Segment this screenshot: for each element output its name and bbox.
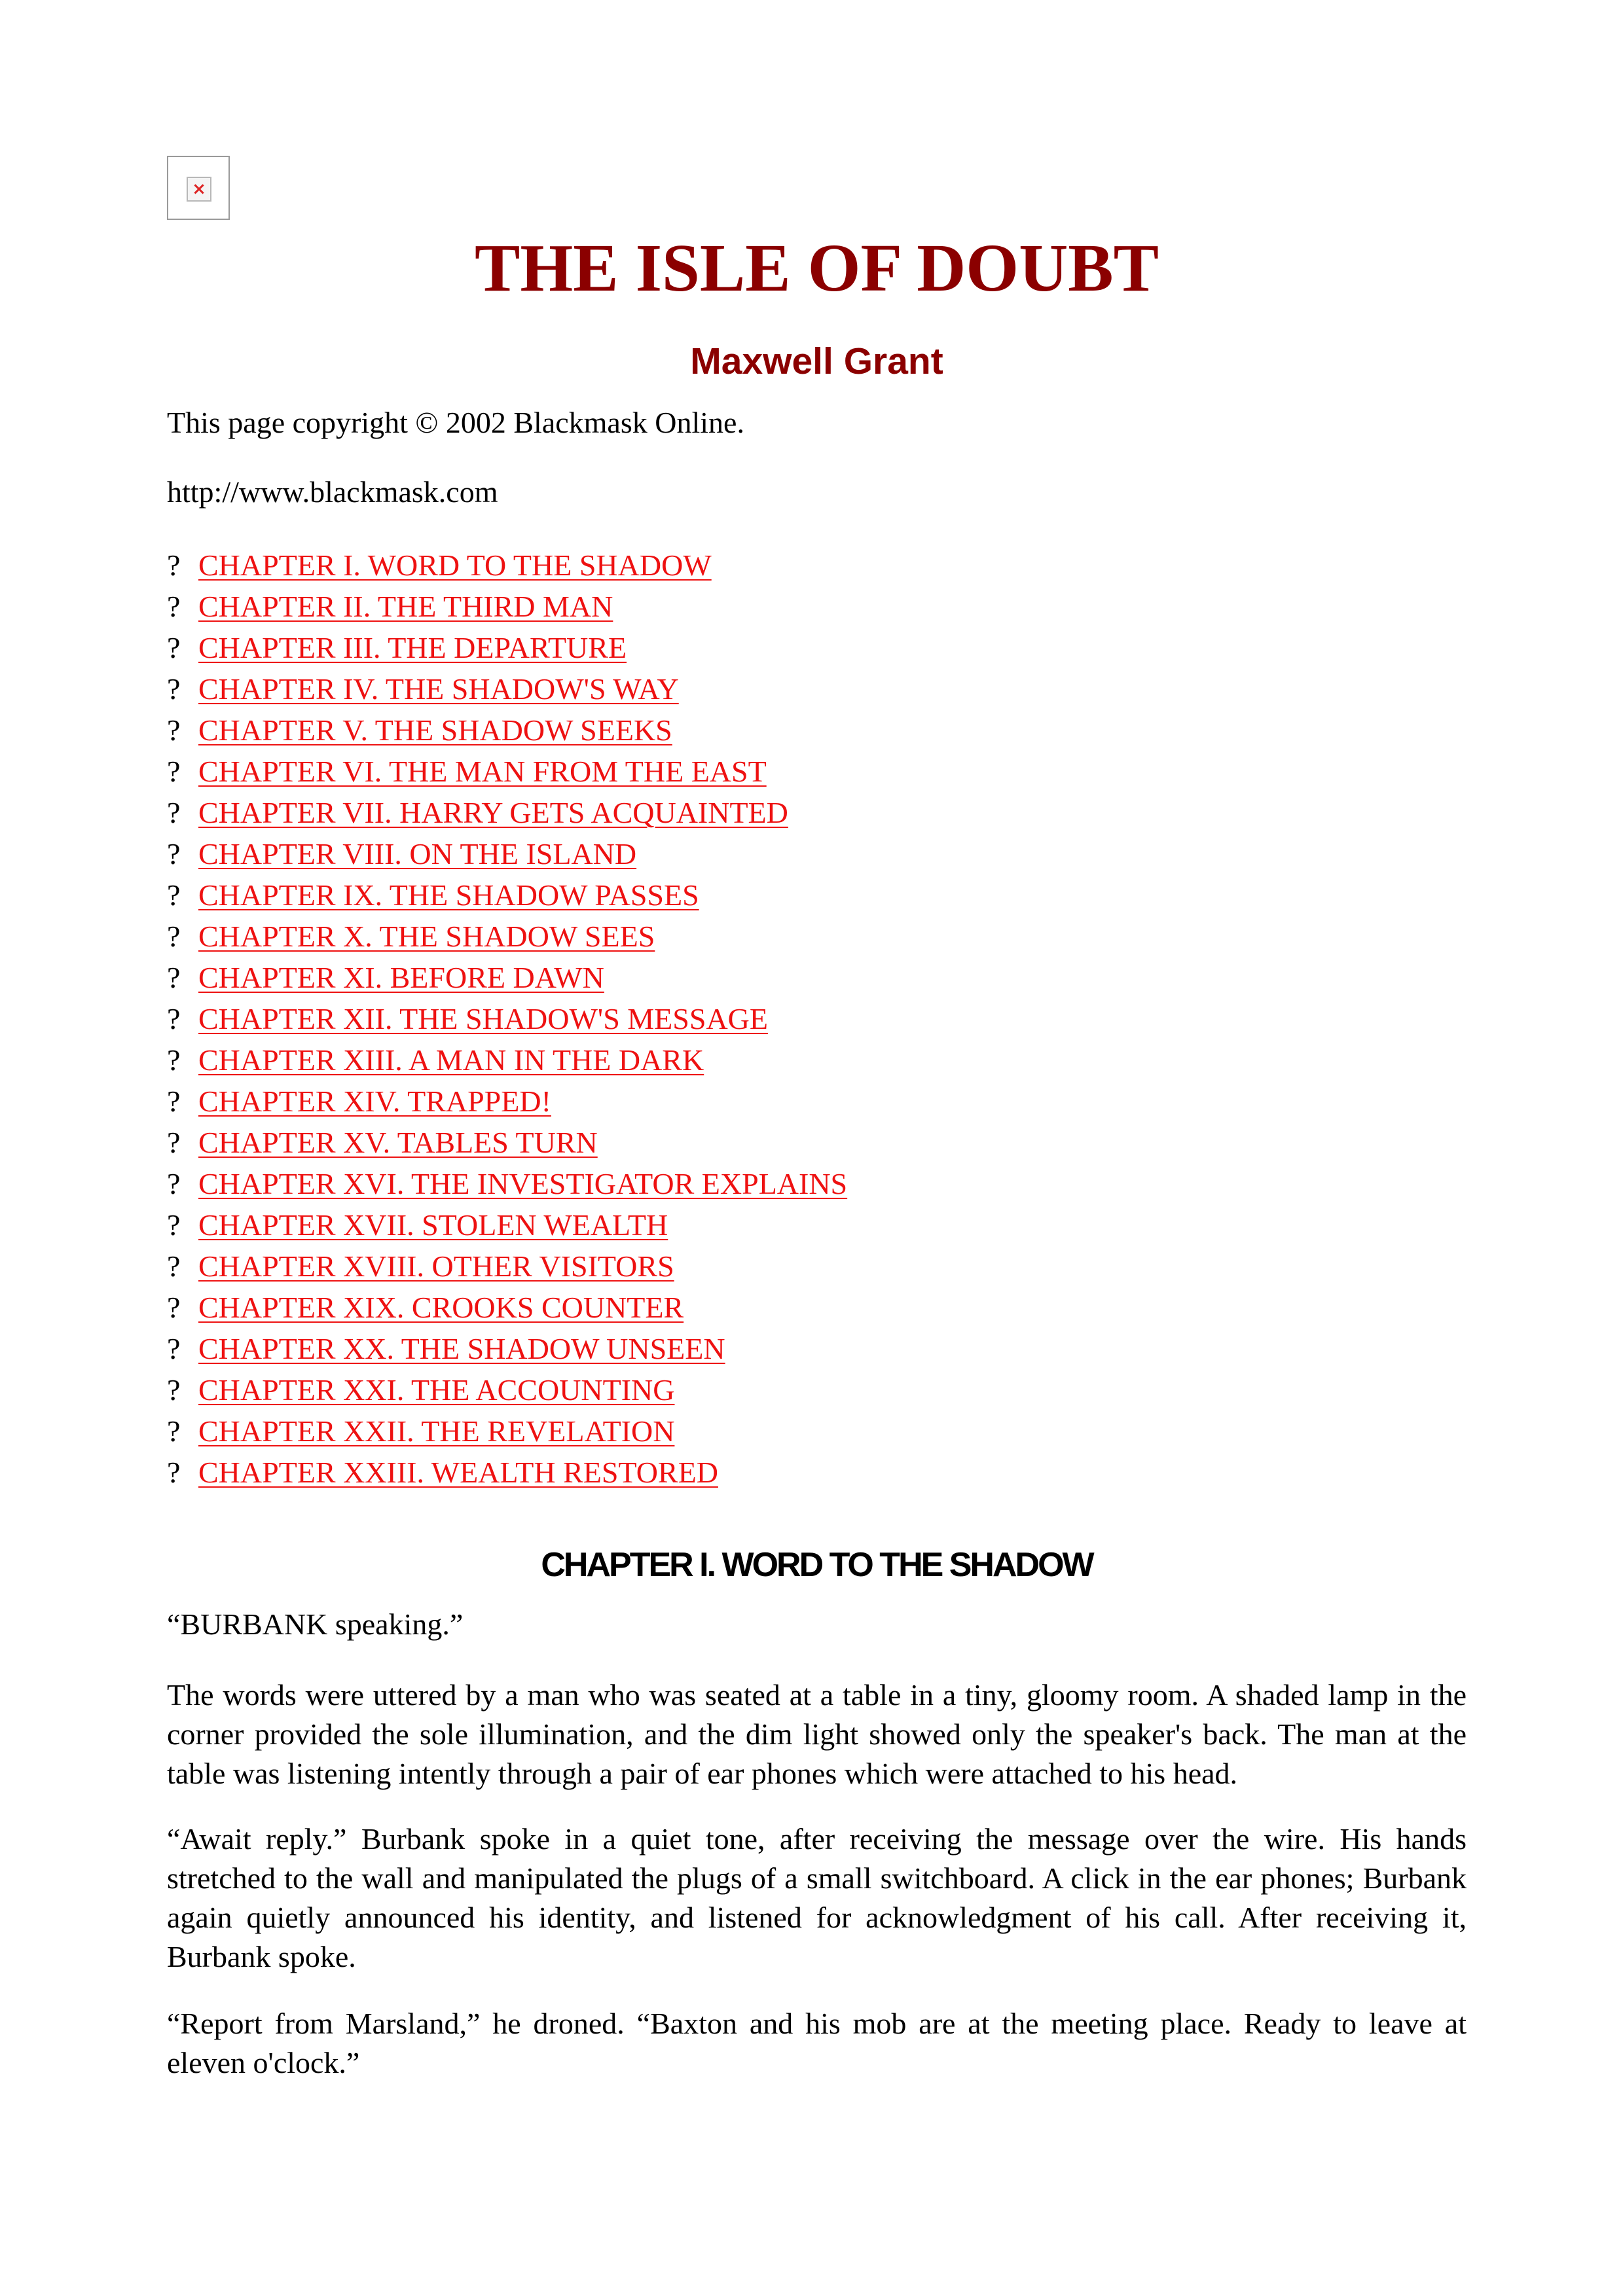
toc-item [167,874,847,916]
toc-item [167,1246,847,1287]
toc-bullet: ? [167,1332,181,1365]
toc-bullet: ? [167,1456,181,1489]
toc-link[interactable]: CHAPTER IX. THE SHADOW PASSES [198,878,699,912]
toc-bullet: ? [167,548,181,582]
toc-bullet: ? [167,1043,181,1077]
toc-link[interactable]: CHAPTER XVII. STOLEN WEALTH [198,1208,668,1242]
toc-link[interactable]: CHAPTER V. THE SHADOW SEEKS [198,713,672,747]
toc-bullet: ? [167,1167,181,1200]
toc-link[interactable]: CHAPTER XVIII. OTHER VISITORS [198,1249,674,1283]
toc-link[interactable]: CHAPTER II. THE THIRD MAN [198,590,613,623]
toc-link[interactable]: CHAPTER VIII. ON THE ISLAND [198,837,637,870]
toc-link[interactable]: CHAPTER XVI. THE INVESTIGATOR EXPLAINS [198,1167,848,1200]
toc-item [167,1204,847,1246]
toc-item [167,1287,847,1328]
toc-link[interactable]: CHAPTER XV. TABLES TURN [198,1126,598,1159]
toc-link[interactable]: CHAPTER XXIII. WEALTH RESTORED [198,1456,718,1489]
toc-link[interactable]: CHAPTER I. WORD TO THE SHADOW [198,548,712,582]
toc-item [167,916,847,957]
toc-link[interactable]: CHAPTER X. THE SHADOW SEES [198,920,655,953]
chapter-paragraph: The words were uttered by a man who was seated at a table in a tiny, gloomy room. A shaded lamp in the corner provided the sole illumination, and the dim light showed only the speaker's back. The man at the table was listening intently through a pair of ear phones which were attached to his head. [167,1678,1467,1790]
toc-bullet: ? [167,1002,181,1035]
broken-image-icon [167,156,230,220]
toc-link[interactable]: CHAPTER VII. HARRY GETS ACQUAINTED [198,796,788,829]
toc-link[interactable]: CHAPTER XX. THE SHADOW UNSEEN [198,1332,725,1365]
toc-item [167,1039,847,1081]
toc-bullet: ? [167,878,181,912]
book-author: Maxwell Grant [690,340,943,382]
toc-item [167,833,847,874]
source-url: http://www.blackmask.com [167,475,498,509]
book-title: THE ISLE OF DOUBT [474,230,1159,306]
toc-item [167,586,847,627]
toc-item [167,1163,847,1204]
toc-bullet: ? [167,1126,181,1159]
toc-bullet: ? [167,631,181,664]
toc-link[interactable]: CHAPTER XII. THE SHADOW'S MESSAGE [198,1002,768,1035]
chapter-heading: CHAPTER I. WORD TO THE SHADOW [541,1546,1093,1584]
toc-item [167,1452,847,1493]
toc-link[interactable]: CHAPTER IV. THE SHADOW'S WAY [198,672,679,706]
table-of-contents [167,545,847,1493]
toc-bullet: ? [167,672,181,706]
toc-bullet: ? [167,590,181,623]
toc-bullet: ? [167,796,181,829]
toc-item [167,1410,847,1452]
toc-item [167,545,847,586]
toc-bullet: ? [167,1291,181,1324]
toc-bullet: ? [167,837,181,870]
toc-link[interactable]: CHAPTER XIX. CROOKS COUNTER [198,1291,684,1324]
toc-bullet: ? [167,1085,181,1118]
toc-item [167,998,847,1039]
toc-link[interactable]: CHAPTER XIV. TRAPPED! [198,1085,551,1118]
toc-item [167,792,847,833]
toc-bullet: ? [167,920,181,953]
broken-image-x-icon: × [187,177,211,202]
toc-item [167,668,847,709]
toc-bullet: ? [167,1249,181,1283]
toc-bullet: ? [167,755,181,788]
toc-link[interactable]: CHAPTER XXII. THE REVELATION [198,1414,675,1448]
toc-item [167,1122,847,1163]
toc-bullet: ? [167,1414,181,1448]
toc-item [167,627,847,668]
toc-link[interactable]: CHAPTER XXI. THE ACCOUNTING [198,1373,675,1407]
toc-link[interactable]: CHAPTER XIII. A MAN IN THE DARK [198,1043,704,1077]
chapter-paragraph: “Report from Marsland,” he droned. “Baxton and his mob are at the meeting place. Ready to leave at eleven o'clock.” [167,2007,1467,2079]
toc-link[interactable]: CHAPTER XI. BEFORE DAWN [198,961,604,994]
chapter-paragraph: “Await reply.” Burbank spoke in a quiet tone, after receiving the message over the wire. His hands stretched to the wall and manipulated the plugs of a small switchboard. A click in the ear phones; Burbank again quietly announced his identity, and listened for acknowledgment of his call. After receiving it, Burbank spoke. [167,1822,1467,1973]
toc-item [167,751,847,792]
copyright-notice: This page copyright © 2002 Blackmask Online. [167,406,744,439]
toc-item [167,1328,847,1369]
chapter-paragraph: “BURBANK speaking.” [167,1607,464,1641]
toc-item [167,709,847,751]
toc-bullet: ? [167,961,181,994]
toc-bullet: ? [167,713,181,747]
toc-link[interactable]: CHAPTER III. THE DEPARTURE [198,631,627,664]
toc-bullet: ? [167,1208,181,1242]
toc-link[interactable]: CHAPTER VI. THE MAN FROM THE EAST [198,755,767,788]
toc-item [167,1369,847,1410]
toc-item [167,957,847,998]
toc-bullet: ? [167,1373,181,1407]
toc-item [167,1081,847,1122]
